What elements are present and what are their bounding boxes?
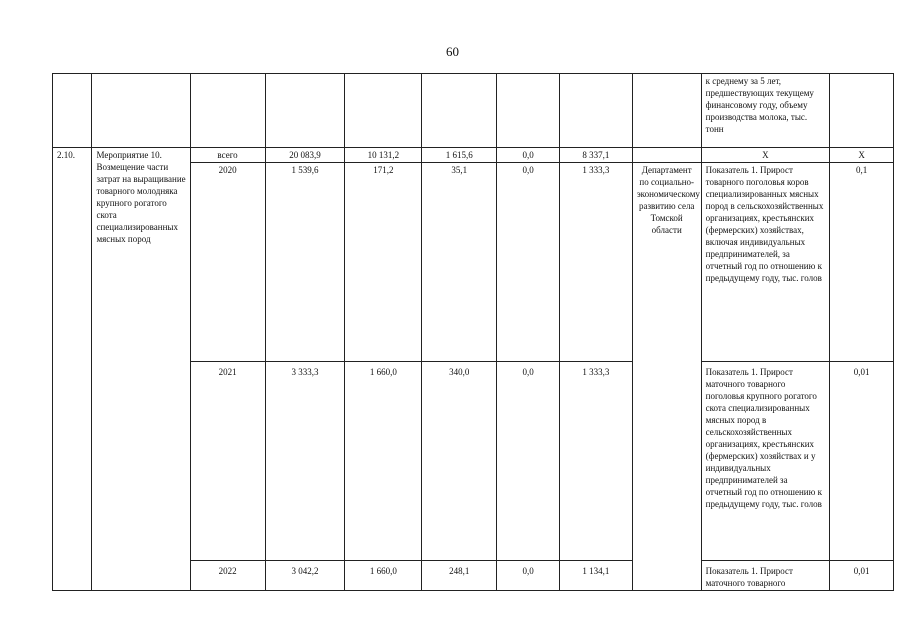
cell-regional: 340,0	[422, 362, 497, 561]
cell-name	[92, 74, 190, 148]
cell-local: 0,0	[497, 148, 560, 163]
cell-total: 1 539,6	[265, 163, 345, 362]
table-row	[53, 148, 894, 163]
cell-value: Х	[830, 148, 894, 163]
cell-year: 2022	[190, 561, 265, 591]
cell-extra: 1 134,1	[559, 561, 632, 591]
measure-number: 2.10.	[53, 148, 92, 591]
cell-executor-empty	[632, 148, 701, 163]
measure-name: Мероприятие 10. Возмещение части затрат на выращивание товарного молодняка крупного рогатого скота специализированных мясных пород	[92, 148, 190, 591]
cell-indicator: Х	[701, 148, 830, 163]
cell-local: 0,0	[497, 362, 560, 561]
cell-total: 3 042,2	[265, 561, 345, 591]
cell-value: 0,1	[830, 163, 894, 362]
cell-indicator: Показатель 1. Прирост маточного товарного поголовья крупного рогатого скота специализированных мясных пород в сельскохозяйственных организациях, крестьянских (фермерских) хозяйствах и у индивидуальных предпринимателей за отчетный год по отношению к предыдущему году, тыс. голов	[701, 362, 830, 561]
cell-extra	[559, 74, 632, 148]
cell-total: 3 333,3	[265, 362, 345, 561]
cell-indicator: Показатель 1. Прирост маточного товарного	[701, 561, 830, 591]
cell-regional: 35,1	[422, 163, 497, 362]
table-row-continuation	[53, 74, 894, 148]
cell-number	[53, 74, 92, 148]
cell-local: 0,0	[497, 163, 560, 362]
measure-executor: Департамент по социально-экономическому развитию села Томской области	[632, 163, 701, 591]
cell-regional: 248,1	[422, 561, 497, 591]
cell-extra: 8 337,1	[559, 148, 632, 163]
cell-local	[497, 74, 560, 148]
cell-value: 0,01	[830, 362, 894, 561]
page-number: 60	[446, 44, 459, 59]
cell-extra: 1 333,3	[559, 362, 632, 561]
cell-total	[265, 74, 345, 148]
measures-table	[52, 73, 894, 591]
cell-federal: 171,2	[345, 163, 422, 362]
cell-value: 0,01	[830, 561, 894, 591]
cell-regional: 1 615,6	[422, 148, 497, 163]
cell-regional	[422, 74, 497, 148]
cell-federal	[345, 74, 422, 148]
cell-extra: 1 333,3	[559, 163, 632, 362]
cell-total: 20 083,9	[265, 148, 345, 163]
cell-executor	[632, 74, 701, 148]
cell-indicator: к среднему за 5 лет, предшествующих текущему финансовому году, объему производства молока, тыс. тонн	[701, 74, 830, 148]
cell-federal: 10 131,2	[345, 148, 422, 163]
cell-federal: 1 660,0	[345, 561, 422, 591]
cell-indicator: Показатель 1. Прирост товарного поголовья коров специализированных мясных пород в сельскохозяйственных организациях, крестьянских (фермерских) хозяйствах, включая индивидуальных предпринимателей, за отчетный год по отношению к предыдущему году, тыс. голов	[701, 163, 830, 362]
cell-year: 2021	[190, 362, 265, 561]
cell-value	[830, 74, 894, 148]
cell-local: 0,0	[497, 561, 560, 591]
cell-year: всего	[190, 148, 265, 163]
cell-federal: 1 660,0	[345, 362, 422, 561]
cell-year	[190, 74, 265, 148]
cell-year: 2020	[190, 163, 265, 362]
